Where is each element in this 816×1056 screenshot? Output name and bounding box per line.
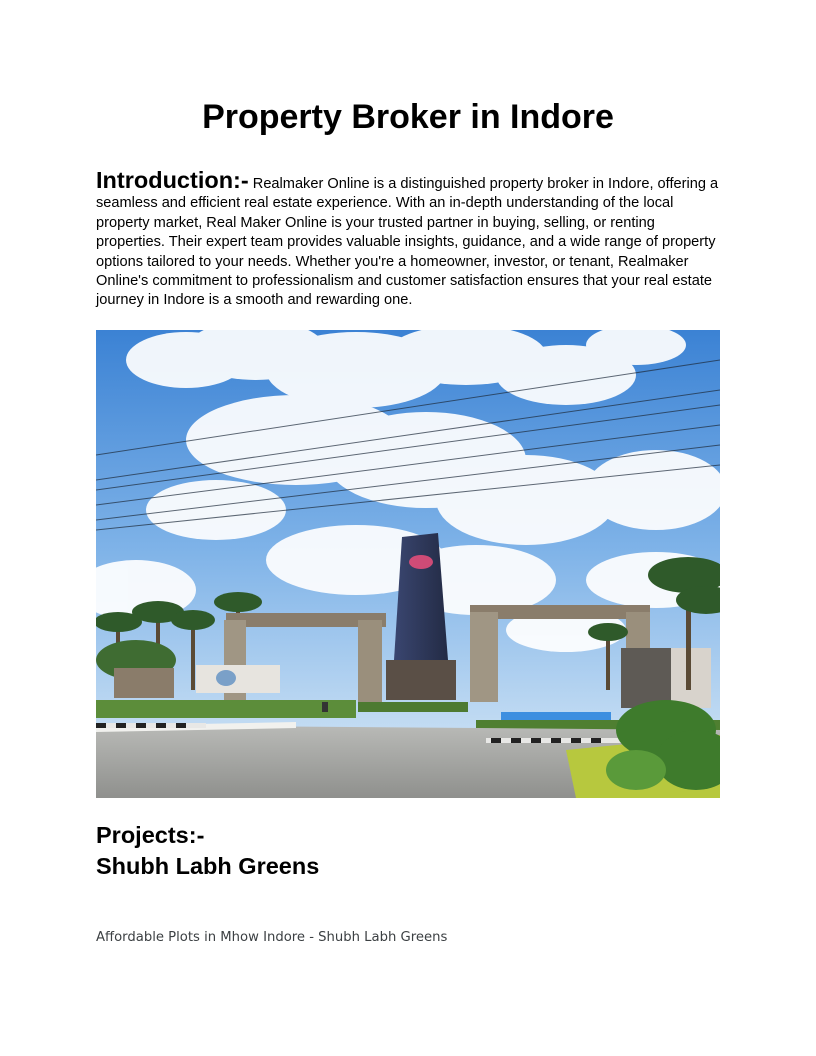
intro-body: Realmaker Online is a distinguished property broker in Indore, offering a seamless and efficient real estate experience. With an in-depth understanding of the local property market, Real Maker Online is your trusted partner in buying, selling, or renting properties. Their expert team provides valuable insights, guidance, and a wide range of property options tailored to your needs. Whether you're a homeowner, investor, or tenant, Realmaker Online's commitment to professionalism and customer satisfaction ensures that your real estate journey in Indore is a smooth and rewarding one. <box>96 176 719 309</box>
curb-right <box>486 738 626 743</box>
hedge-center <box>358 702 468 712</box>
hedge-left <box>96 700 356 718</box>
page-title: Property Broker in Indore <box>202 98 614 136</box>
intro-heading: Introduction:- <box>96 167 249 193</box>
gate-entrance-photo <box>96 330 720 798</box>
intro-paragraph <box>96 168 722 311</box>
project-name: Shubh Labh Greens <box>96 853 320 879</box>
motorcycle <box>322 702 328 712</box>
projects-heading: Projects:- <box>96 822 205 848</box>
project-link[interactable]: Affordable Plots in Mhow Indore - Shubh Labh Greens <box>96 930 448 945</box>
curb-left <box>96 723 206 728</box>
